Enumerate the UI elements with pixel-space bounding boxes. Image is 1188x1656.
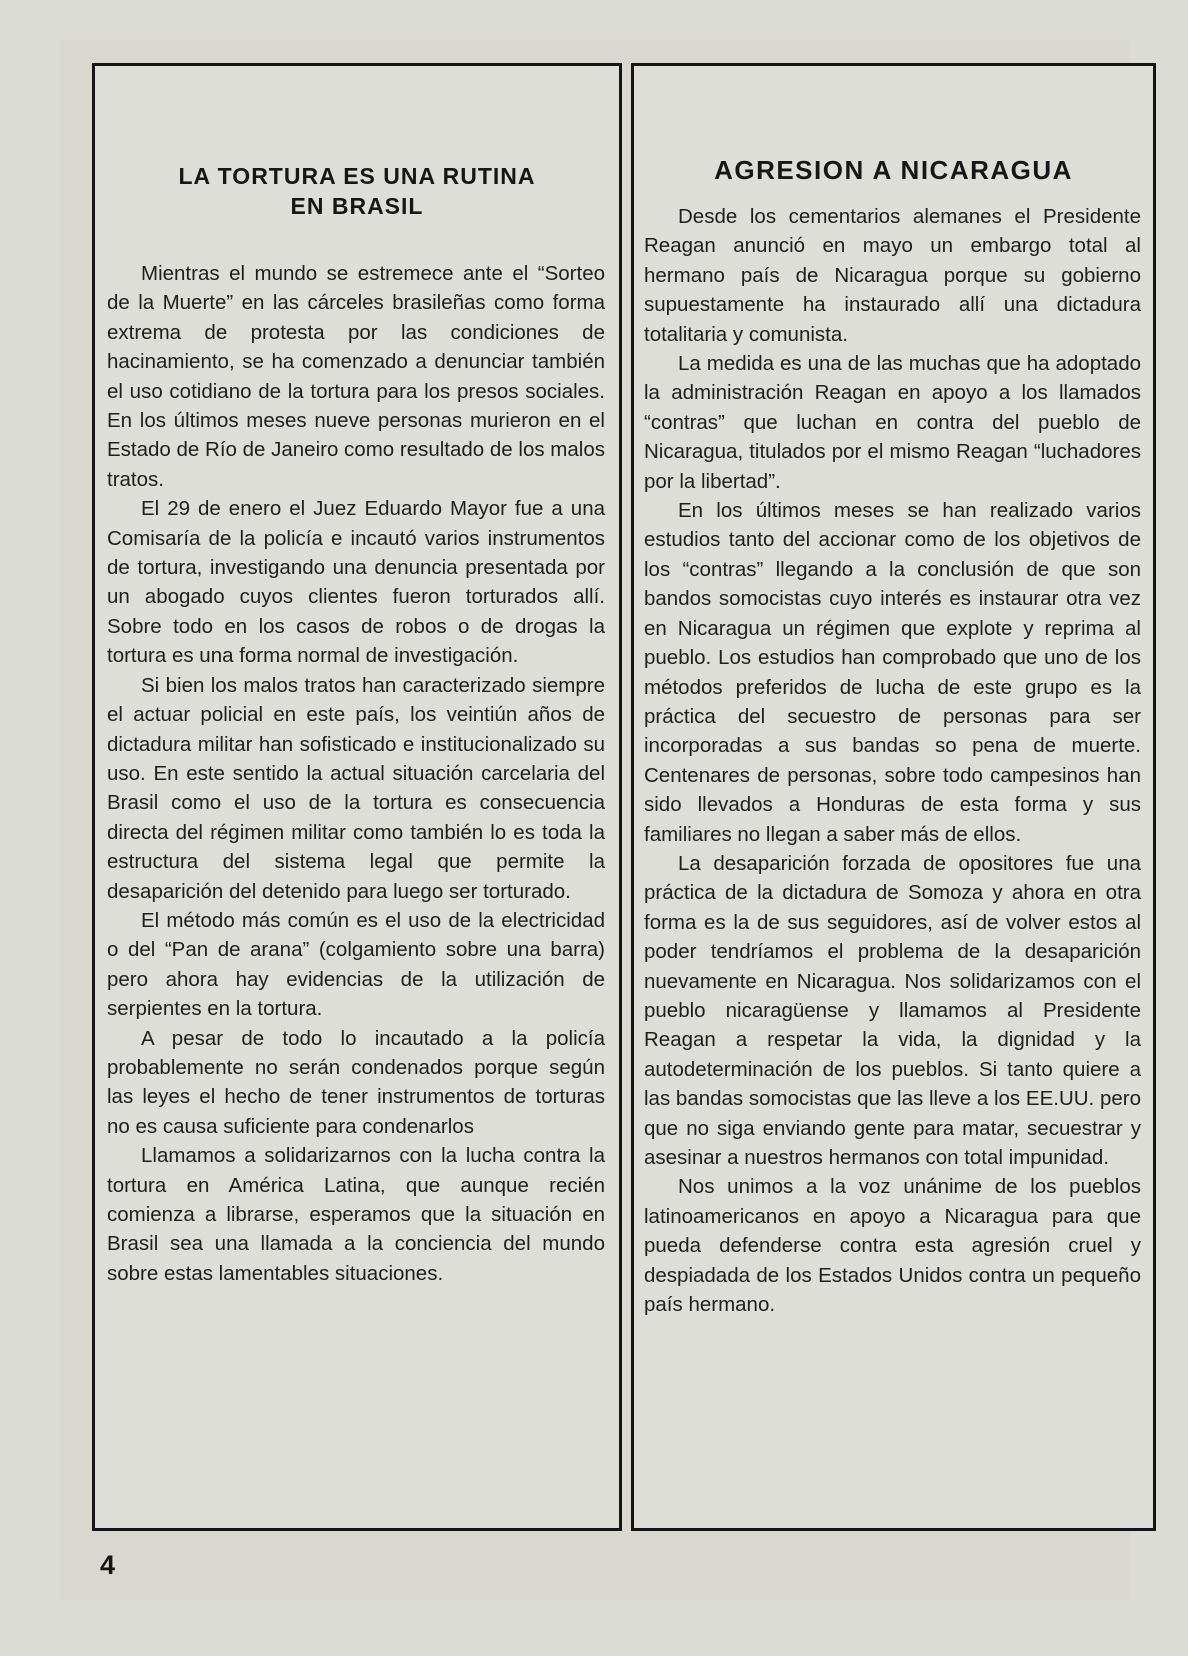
paragraph: La medida es una de las muchas que ha adoptado la administración Reagan en apoyo a los llamados “contras” que luchan en contra del pueblo de Nicaragua, titulados por el mismo Reagan “luchadores por la libertad”.	[644, 352, 1141, 493]
right-article-title: AGRESION A NICARAGUA	[714, 155, 1073, 185]
paragraph: En los últimos meses se han realizado varios estudios tanto del accionar como de los objetivos de los “contras” llegando a la conclusión de que son bandos somocistas cuyo interés es instaurar otra vez en Nicaragua un régimen que explote y reprima al pueblo. Los estudios han comprobado que uno de los métodos preferidos de lucha de este grupo es la práctica del secuestro de personas para ser incorporadas a sus bandas so pena de muerte. Centenares de personas, sobre todo campesinos han sido llevados a Honduras de esta forma y sus familiares no llegan a saber más de ellos.	[644, 499, 1141, 846]
page-number: 4	[100, 1550, 116, 1580]
right-article-body	[634, 202, 1153, 1319]
paragraph: La desaparición forzada de opositores fue una práctica de la dictadura de Somoza y ahora en otra forma es la de sus seguidores, así de volver estos al poder tendríamos el problema de la desaparición nuevamente en Nicaragua. Nos solidarizamos con el pueblo nicaragüense y llamamos al Presidente Reagan a respetar la vida, la dignidad y la autodeterminación de los pueblos. Si tanto quiere a las bandas somocistas que las lleve a los EE.UU. pero que no siga enviando gente para matar, secuestrar y asesinar a nuestros hermanos con total impunidad.	[644, 851, 1141, 1169]
paragraph: El 29 de enero el Juez Eduardo Mayor fue a una Comisaría de la policía e incautó varios instrumentos de tortura, investigando una denuncia presentada por un abogado cuyos clientes fueron torturados allí. Sobre todo en los casos de robos o de drogas la tortura es una forma normal de investigación.	[107, 497, 605, 668]
left-article-title	[95, 161, 619, 221]
paragraph: Si bien los malos tratos han caracterizado siempre el actuar policial en este país, los veintiún años de dictadura militar han sofisticado e institucionalizado su uso. En este sentido la actual situación carcelaria del Brasil como el uso de la tortura es consecuencia directa del régimen militar como también lo es toda la estructura del sistema legal que permite la desaparición del detenido para luego ser torturado.	[107, 673, 605, 903]
paragraph: A pesar de todo lo incautado a la policía probablemente no serán condenados porque según las leyes el hecho de tener instrumentos de torturas no es causa suficiente para condenarlos	[107, 1026, 605, 1138]
left-article	[92, 63, 622, 1531]
left-article-body	[95, 259, 619, 1288]
left-article-title-line1: LA TORTURA ES UNA RUTINA	[178, 163, 536, 189]
left-article-title-line2: EN BRASIL	[290, 193, 424, 219]
paragraph: Mientras el mundo se estremece ante el “Sorteo de la Muerte” en las cárceles brasileñas como forma extrema de protesta por las condiciones de hacinamiento, se ha comenzado a denunciar también el uso cotidiano de la tortura para los presos sociales. En los últimos meses nueve personas murieron en el Estado de Río de Janeiro como resultado de los malos tratos.	[107, 262, 605, 491]
paragraph: Llamamos a solidarizarnos con la lucha contra la tortura en América Latina, que aunque recién comienza a librarse, esperamos que la situación en Brasil sea una llamada a la conciencia del mundo sobre estas lamentables situaciones.	[107, 1144, 605, 1285]
paragraph: Nos unimos a la voz unánime de los pueblos latinoamericanos en apoyo a Nicaragua para que pueda defenderse contra esta agresión cruel y despiadada de los Estados Unidos contra un pequeño país hermano.	[644, 1175, 1141, 1317]
paragraph: Desde los cementarios alemanes el Presidente Reagan anunció en mayo un embargo total al hermano país de Nicaragua porque su gobierno supuestamente ha instaurado allí una dictadura totalitaria y comunista.	[644, 205, 1141, 346]
right-article	[631, 63, 1156, 1531]
paragraph: El método más común es el uso de la electricidad o del “Pan de arana” (colgamiento sobre una barra) pero ahora hay evidencias de la utilización de serpientes en la tortura.	[107, 908, 605, 1021]
